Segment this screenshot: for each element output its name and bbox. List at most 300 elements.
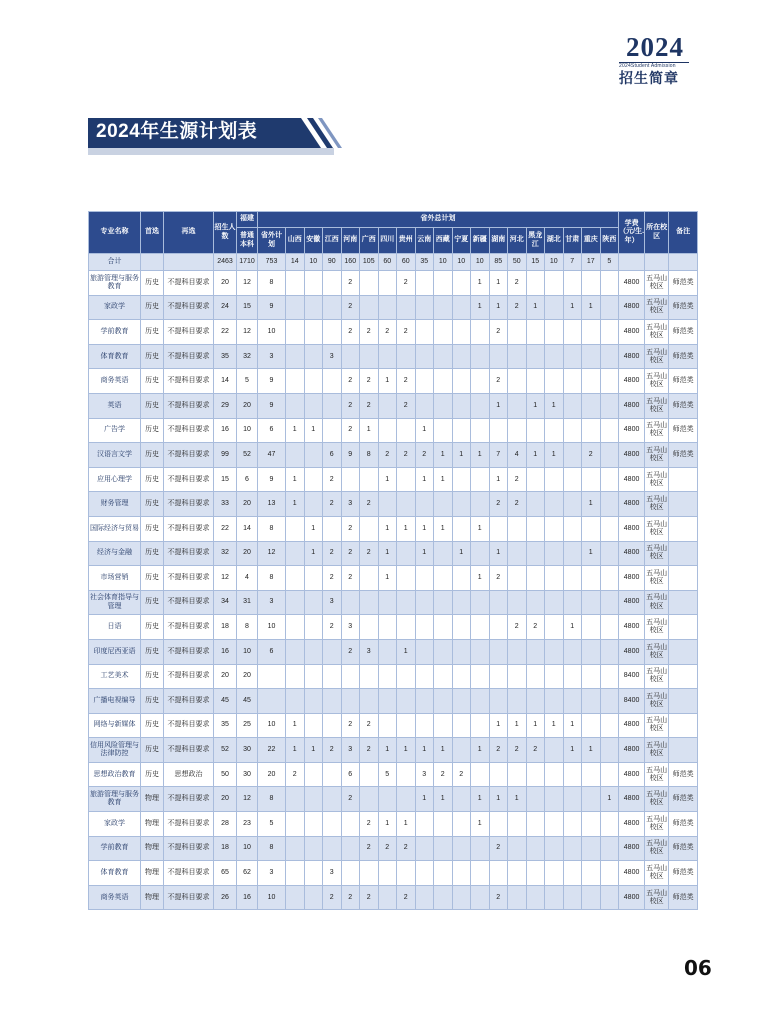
cell-campus: 五马山校区 [645,443,669,468]
table-row [89,615,698,640]
cell-province-2 [323,787,342,812]
cell-province-15 [563,787,582,812]
cell-first-subject: 物理 [141,861,164,886]
cell-province-12: 4 [508,443,527,468]
cell-province-7: 3 [415,762,434,787]
cell-province-17 [600,615,619,640]
cell-province-5: 1 [378,369,397,394]
cell-fujian: 5 [237,369,258,394]
table-body [89,254,698,910]
cell-province-0 [286,590,305,615]
cell-province-11: 2 [489,566,508,591]
cell-fujian: 4 [237,566,258,591]
cell-province-16 [582,566,601,591]
page-number: 06 [684,956,712,980]
cell-province-12 [508,762,527,787]
cell-major: 家政学 [89,812,141,837]
cell-enrollment: 22 [214,516,237,541]
cell-province-8: 10 [434,254,453,271]
cell-fee: 4800 [619,369,645,394]
cell-note: 师范类 [669,418,698,443]
cell-outside-total: 753 [258,254,286,271]
cell-province-9 [452,812,471,837]
cell-province-11: 1 [489,393,508,418]
cell-province-13 [526,689,545,714]
cell-province-15: 1 [563,738,582,763]
cell-province-12: 2 [508,615,527,640]
cell-province-8: 1 [434,467,453,492]
cell-province-17 [600,271,619,296]
cell-note: 师范类 [669,320,698,345]
cell-province-7: 1 [415,787,434,812]
cell-province-6 [397,861,416,886]
cell-province-6: 2 [397,443,416,468]
cell-note: 师范类 [669,369,698,394]
cell-province-11: 1 [489,713,508,738]
cell-second-subject: 不提科目要求 [164,689,214,714]
cell-province-16 [582,836,601,861]
header-first-subject: 首选 [141,212,164,254]
cell-second-subject: 不提科目要求 [164,639,214,664]
cell-province-4: 3 [360,639,379,664]
cell-province-3: 9 [341,443,360,468]
cell-province-15 [563,516,582,541]
cell-province-1 [304,443,323,468]
cell-note: 师范类 [669,393,698,418]
cell-province-16 [582,885,601,910]
cell-province-11 [489,615,508,640]
cell-first-subject: 历史 [141,418,164,443]
cell-province-11 [489,812,508,837]
cell-first-subject: 历史 [141,664,164,689]
cell-province-12 [508,639,527,664]
cell-first-subject: 历史 [141,443,164,468]
cell-province-15 [563,492,582,517]
cell-province-13 [526,467,545,492]
cell-province-0 [286,443,305,468]
cell-province-8 [434,861,453,886]
cell-province-0 [286,566,305,591]
cell-province-5: 1 [378,566,397,591]
cell-province-4: 2 [360,320,379,345]
cell-province-5 [378,639,397,664]
cell-campus: 五马山校区 [645,762,669,787]
cell-province-15 [563,344,582,369]
cell-note: 师范类 [669,861,698,886]
cell-province-0 [286,836,305,861]
cell-province-12 [508,812,527,837]
cell-outside-total: 9 [258,369,286,394]
cell-province-7 [415,393,434,418]
cell-province-3: 2 [341,713,360,738]
table-row [89,689,698,714]
cell-province-4: 2 [360,713,379,738]
cell-fee: 4800 [619,541,645,566]
cell-province-0 [286,295,305,320]
cell-campus: 五马山校区 [645,541,669,566]
cell-fee: 4800 [619,516,645,541]
cell-province-1 [304,271,323,296]
cell-province-14 [545,885,564,910]
cell-province-17 [600,295,619,320]
cell-outside-total: 9 [258,393,286,418]
cell-province-15 [563,590,582,615]
cell-province-5 [378,295,397,320]
cell-province-5: 1 [378,467,397,492]
cell-province-6: 1 [397,812,416,837]
cell-province-4: 2 [360,541,379,566]
cell-campus: 五马山校区 [645,566,669,591]
cell-province-11 [489,639,508,664]
cell-province-16 [582,516,601,541]
cell-outside-total: 12 [258,541,286,566]
cell-first-subject: 物理 [141,836,164,861]
cell-province-3: 2 [341,787,360,812]
cell-province-16 [582,713,601,738]
cell-province-1 [304,615,323,640]
cell-province-4 [360,271,379,296]
cell-major: 广告学 [89,418,141,443]
cell-campus: 五马山校区 [645,885,669,910]
cell-fee: 4800 [619,492,645,517]
cell-province-8 [434,344,453,369]
cell-campus: 五马山校区 [645,664,669,689]
cell-fujian: 62 [237,861,258,886]
cell-province-16 [582,689,601,714]
cell-note [669,254,698,271]
cell-province-4 [360,295,379,320]
cell-province-11: 1 [489,271,508,296]
cell-major: 学前教育 [89,836,141,861]
cell-note: 师范类 [669,443,698,468]
cell-province-0 [286,344,305,369]
cell-note: 师范类 [669,787,698,812]
cell-province-3 [341,861,360,886]
cell-major: 国际经济与贸易 [89,516,141,541]
header-fujian: 福建 [237,212,258,228]
cell-province-2 [323,320,342,345]
cell-province-0: 1 [286,467,305,492]
cell-major: 经济与金融 [89,541,141,566]
cell-province-15: 7 [563,254,582,271]
brand-subtitle: 2024Student Admission [619,63,676,69]
cell-major: 广播电视编导 [89,689,141,714]
cell-province-15 [563,812,582,837]
cell-province-2: 3 [323,344,342,369]
cell-province-13 [526,566,545,591]
cell-province-9 [452,566,471,591]
cell-province-17 [600,369,619,394]
cell-province-7 [415,271,434,296]
cell-province-17 [600,689,619,714]
header-province-2: 江西 [323,228,342,254]
cell-province-13 [526,762,545,787]
cell-province-15 [563,836,582,861]
cell-note: 师范类 [669,295,698,320]
cell-second-subject [164,254,214,271]
cell-province-3 [341,812,360,837]
brand-year: 2024 [626,32,684,62]
cell-province-13 [526,812,545,837]
cell-province-13: 2 [526,738,545,763]
cell-province-16 [582,787,601,812]
cell-second-subject: 不提科目要求 [164,787,214,812]
cell-province-2 [323,762,342,787]
cell-province-6: 2 [397,885,416,910]
cell-major: 汉语言文学 [89,443,141,468]
cell-province-14 [545,861,564,886]
cell-province-15 [563,689,582,714]
cell-province-12 [508,418,527,443]
cell-province-10 [471,639,490,664]
cell-second-subject: 不提科目要求 [164,271,214,296]
cell-outside-total: 13 [258,492,286,517]
cell-province-8: 1 [434,787,453,812]
cell-province-1: 1 [304,418,323,443]
cell-note [669,664,698,689]
cell-province-0: 1 [286,738,305,763]
cell-province-9 [452,344,471,369]
cell-province-1 [304,492,323,517]
cell-province-4: 105 [360,254,379,271]
cell-campus: 五马山校区 [645,836,669,861]
cell-first-subject: 历史 [141,393,164,418]
cell-province-10 [471,861,490,886]
cell-province-1 [304,861,323,886]
cell-province-13 [526,861,545,886]
cell-province-1 [304,590,323,615]
cell-province-17 [600,836,619,861]
cell-province-9 [452,639,471,664]
cell-province-4 [360,590,379,615]
cell-province-16: 17 [582,254,601,271]
cell-fee: 4800 [619,639,645,664]
table-row [89,492,698,517]
cell-province-2: 3 [323,590,342,615]
cell-enrollment: 26 [214,885,237,910]
cell-note [669,713,698,738]
cell-province-3 [341,467,360,492]
cell-province-3: 2 [341,295,360,320]
table-row [89,443,698,468]
cell-province-3 [341,664,360,689]
cell-first-subject: 物理 [141,787,164,812]
cell-campus: 五马山校区 [645,787,669,812]
cell-province-12 [508,689,527,714]
cell-enrollment: 20 [214,787,237,812]
header-province-12: 河北 [508,228,527,254]
cell-province-2 [323,836,342,861]
cell-province-3: 2 [341,271,360,296]
cell-province-10 [471,393,490,418]
cell-province-16 [582,615,601,640]
cell-province-2: 90 [323,254,342,271]
cell-note [669,615,698,640]
cell-campus [645,254,669,271]
cell-province-16: 1 [582,738,601,763]
cell-province-8 [434,295,453,320]
table-row [89,393,698,418]
cell-province-8: 1 [434,443,453,468]
cell-province-6 [397,590,416,615]
cell-province-4 [360,861,379,886]
cell-major: 日语 [89,615,141,640]
cell-province-10: 1 [471,443,490,468]
cell-fujian: 15 [237,295,258,320]
cell-first-subject: 历史 [141,369,164,394]
cell-province-4 [360,516,379,541]
cell-province-17 [600,516,619,541]
cell-province-10 [471,492,490,517]
table-row [89,467,698,492]
brand-name: 招生简章 [619,70,679,86]
cell-province-7 [415,615,434,640]
cell-province-1: 1 [304,516,323,541]
cell-enrollment: 15 [214,467,237,492]
cell-campus: 五马山校区 [645,590,669,615]
cell-second-subject: 不提科目要求 [164,344,214,369]
cell-province-8 [434,639,453,664]
table-row [89,713,698,738]
cell-note: 师范类 [669,271,698,296]
cell-province-6 [397,467,416,492]
cell-fujian: 52 [237,443,258,468]
cell-province-5: 2 [378,836,397,861]
cell-note [669,590,698,615]
cell-province-4 [360,566,379,591]
cell-major: 家政学 [89,295,141,320]
cell-province-10: 1 [471,566,490,591]
cell-campus: 五马山校区 [645,615,669,640]
cell-note [669,541,698,566]
cell-province-13 [526,271,545,296]
cell-province-7: 1 [415,541,434,566]
cell-outside-total: 8 [258,271,286,296]
cell-province-1 [304,664,323,689]
cell-outside-total: 10 [258,320,286,345]
cell-province-12: 50 [508,254,527,271]
cell-province-8 [434,812,453,837]
cell-province-11 [489,590,508,615]
cell-province-1 [304,689,323,714]
cell-province-16 [582,418,601,443]
cell-province-16: 1 [582,541,601,566]
cell-enrollment: 18 [214,615,237,640]
cell-province-0 [286,615,305,640]
cell-province-8 [434,615,453,640]
cell-province-3 [341,590,360,615]
cell-campus: 五马山校区 [645,418,669,443]
cell-province-11: 2 [489,836,508,861]
cell-province-6: 1 [397,738,416,763]
cell-second-subject: 不提科目要求 [164,590,214,615]
header-province-14: 湖北 [545,228,564,254]
cell-province-17 [600,467,619,492]
cell-province-17 [600,344,619,369]
cell-enrollment: 20 [214,664,237,689]
cell-province-13 [526,492,545,517]
cell-province-9 [452,590,471,615]
cell-province-9 [452,418,471,443]
cell-province-13 [526,344,545,369]
cell-province-5: 5 [378,762,397,787]
cell-province-10: 1 [471,295,490,320]
cell-province-4 [360,787,379,812]
table-row [89,418,698,443]
cell-province-8 [434,664,453,689]
cell-province-1: 1 [304,541,323,566]
cell-fee: 4800 [619,590,645,615]
cell-campus: 五马山校区 [645,861,669,886]
cell-second-subject: 不提科目要求 [164,566,214,591]
cell-province-12 [508,320,527,345]
cell-province-8 [434,885,453,910]
cell-province-5: 1 [378,516,397,541]
cell-province-7 [415,885,434,910]
cell-fujian: 30 [237,762,258,787]
cell-province-5 [378,885,397,910]
header-province-17: 陕西 [600,228,619,254]
cell-province-17 [600,664,619,689]
cell-province-6 [397,295,416,320]
cell-major: 商务英语 [89,369,141,394]
cell-province-2 [323,418,342,443]
cell-province-5 [378,393,397,418]
cell-province-17 [600,713,619,738]
header-province-9: 宁夏 [452,228,471,254]
cell-outside-total: 3 [258,344,286,369]
cell-fee: 4800 [619,320,645,345]
cell-province-1 [304,762,323,787]
cell-fujian: 12 [237,271,258,296]
cell-province-3 [341,344,360,369]
header-province-8: 西藏 [434,228,453,254]
cell-enrollment: 14 [214,369,237,394]
table-header [89,212,698,254]
cell-fujian: 23 [237,812,258,837]
cell-province-3: 2 [341,393,360,418]
cell-province-10 [471,762,490,787]
cell-major: 旅游管理与服务教育 [89,271,141,296]
cell-province-1 [304,713,323,738]
table-row [89,541,698,566]
cell-province-7: 1 [415,467,434,492]
cell-province-8 [434,418,453,443]
cell-province-14 [545,271,564,296]
cell-province-11: 85 [489,254,508,271]
cell-province-14 [545,590,564,615]
header-province-5: 四川 [378,228,397,254]
cell-fee: 4800 [619,467,645,492]
cell-province-2 [323,516,342,541]
cell-outside-total: 9 [258,295,286,320]
cell-province-17: 1 [600,787,619,812]
cell-fee: 8400 [619,689,645,714]
cell-province-14 [545,639,564,664]
cell-fujian: 12 [237,787,258,812]
cell-province-6 [397,689,416,714]
table-row [89,516,698,541]
cell-province-12 [508,836,527,861]
cell-province-2: 2 [323,566,342,591]
cell-province-13 [526,885,545,910]
cell-province-11: 2 [489,369,508,394]
cell-campus: 五马山校区 [645,295,669,320]
cell-major: 工艺美术 [89,664,141,689]
cell-campus: 五马山校区 [645,689,669,714]
cell-major: 社会体育指导与管理 [89,590,141,615]
cell-fujian: 8 [237,615,258,640]
